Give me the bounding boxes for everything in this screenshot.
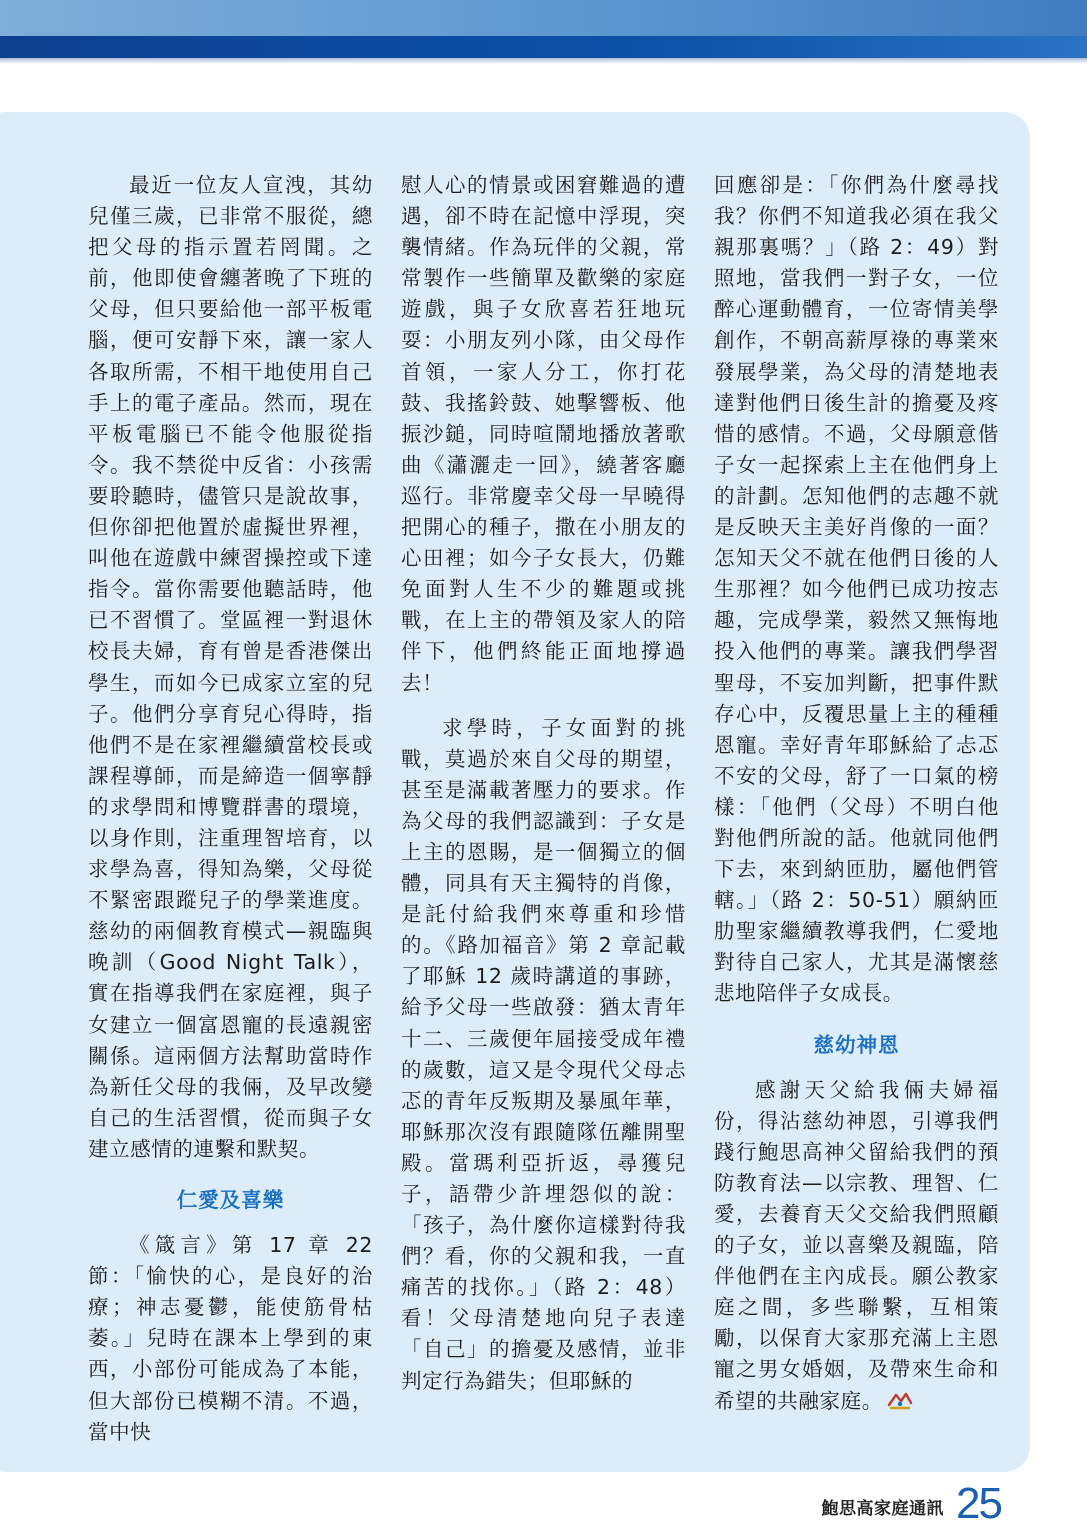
salesian-logo-icon — [887, 1391, 913, 1411]
header-band — [0, 0, 1087, 36]
column-2-paragraph-1: 慰人心的情景或困窘難過的遭遇，卻不時在記憶中浮現，突襲情緒。作為玩伴的父親，常常製作一些簡單及歡樂的家庭遊戲，與子女欣喜若狂地玩耍：小朋友列小隊，由父母作首領，一家人分工，你打花鼓、我搖鈴鼓、她擊響板、他振沙鎚，同時喧鬧地播放著歌曲《瀟灑走一回》，繞著客廳巡行。非常慶幸父母一早曉得把開心的種子，撒在小朋友的心田裡；如今子女長大，仍難免面對人生不少的難題或挑戰，在上主的帶領及家人的陪伴下，他們終能正面地撐過去！ — [401, 173, 686, 695]
page-number: 25 — [956, 1479, 1001, 1528]
column-1 — [88, 170, 373, 1448]
column-3-paragraph-1: 回應卻是：「你們為什麼尋找我？你們不知道我必須在我父親那裏嗎？」（路 2：49）對照地，當我們一對子女，一位醉心運動體育，一位寄情美學創作，不朝高薪厚祿的專業來發展學業，為父母的清楚地表達對他們日後生計的擔憂及疼惜的感情。不過，父母願意偕子女一起探索上主在他們身上的計劃。怎知他們的志趣不就是反映天主美好肖像的一面？怎知天父不就在他們日後的人生那裡？如今他們已成功按志趣，完成學業，毅然又無悔地投入他們的專業。讓我們學習聖母，不妄加判斷，把事件默存心中，反覆思量上主的種種恩寵。幸好青年耶穌給了忐忑不安的父母，舒了一口氣的榜樣：「他們（父母）不明白他對他們所說的話。他就同他們下去，來到納匝肋，屬他們管轄。」（路 2：50-51）願納匝肋聖家繼續教導我們，仁愛地對待自己家人，尤其是滿懷慈悲地陪伴子女成長。 — [714, 173, 999, 1006]
column-3-paragraph-2-text: 感謝天父給我倆夫婦福份，得沾慈幼神恩，引導我們踐行鮑思高神父留給我們的預防教育法—以宗教、理智、仁愛，去養育天父交給我們照顧的子女，並以喜樂及親臨，陪伴他們在主內成長。願公教家庭之間，多些聯繫，互相策勵，以保育大家那充滿上主恩寵之男女婚姻，及帶來生命和希望的共融家庭。 — [714, 1077, 999, 1413]
column-3-paragraph-2 — [714, 1075, 999, 1417]
column-2-paragraph-2: 求學時，子女面對的挑戰，莫過於來自父母的期望，甚至是滿載著壓力的要求。作為父母的我們認識到：子女是上主的恩賜，是一個獨立的個體，同具有天主獨特的肖像，是託付給我們來尊重和珍惜的。《路加福音》第 2 章記載了耶穌 12 歲時講道的事跡，給予父母一些啟發：猶太青年十二、三歲便年屆接受成年禮的歲數，這又是令現代父母忐忑的青年反叛期及暴風年華，耶穌那次沒有跟隨隊伍離開聖殿。當瑪利亞折返，尋獲兒子，語帶少許埋怨似的說：「孩子，為什麼你這樣對待我們？看，你的父親和我，一直痛苦的找你。」（路 2：48）看！父母清楚地向兒子表達「自己」的擔憂及感情，並非判定行為錯失；但耶穌的 — [401, 715, 686, 1393]
paragraph-gap — [401, 699, 686, 713]
section-heading-salesian-charism: 慈幼神恩 — [813, 1032, 900, 1057]
publication-title: 鮑思高家庭通訊 — [821, 1499, 944, 1519]
column-1-paragraph-1: 最近一位友人宣洩，其幼兒僅三歲，已非常不服從，總把父母的指示置若罔聞。之前，他即使會纏著晚了下班的父母，但只要給他一部平板電腦，便可安靜下來，讓一家人各取所需，不相干地使用自己手上的電子產品。然而，現在平板電腦已不能令他服從指令。我不禁從中反省：小孩需要聆聽時，儘管只是說故事，但你卻把他置於虛擬世界裡，叫他在遊戲中練習操控或下達指令。當你需要他聽話時，他已不習慣了。堂區裡一對退休校長夫婦，育有曾是香港傑出學生，而如今已成家立室的兒子。他們分享育兒心得時，指他們不是在家裡繼續當校長或課程導師，而是締造一個寧靜的求學問和博覽群書的環境，以身作則，注重理智培育，以求學為喜，得知為樂，父母從不緊密跟蹤兒子的學業進度。慈幼的兩個教育模式—親臨與晚訓（Good Night Talk），實在指導我們在家庭裡，與子女建立一個富恩寵的長遠親密關係。這兩個方法幫助當時作為新任父母的我倆，及早改變自己的生活習慣，從而與子女建立感情的連繫和默契。 — [88, 173, 373, 1161]
column-1-paragraph-2: 《箴言》第 17 章 22 節：「愉快的心，是良好的治療；神志憂鬱，能使筋骨枯萎。」兒時在課本上學到的東西，小部份可能成為了本能，但大部份已模糊不清。不過，當中快 — [88, 1233, 373, 1444]
column-2 — [401, 170, 686, 1397]
column-3 — [714, 170, 999, 1417]
section-heading-love-joy: 仁愛及喜樂 — [176, 1188, 285, 1212]
header-stripe — [0, 36, 1087, 58]
